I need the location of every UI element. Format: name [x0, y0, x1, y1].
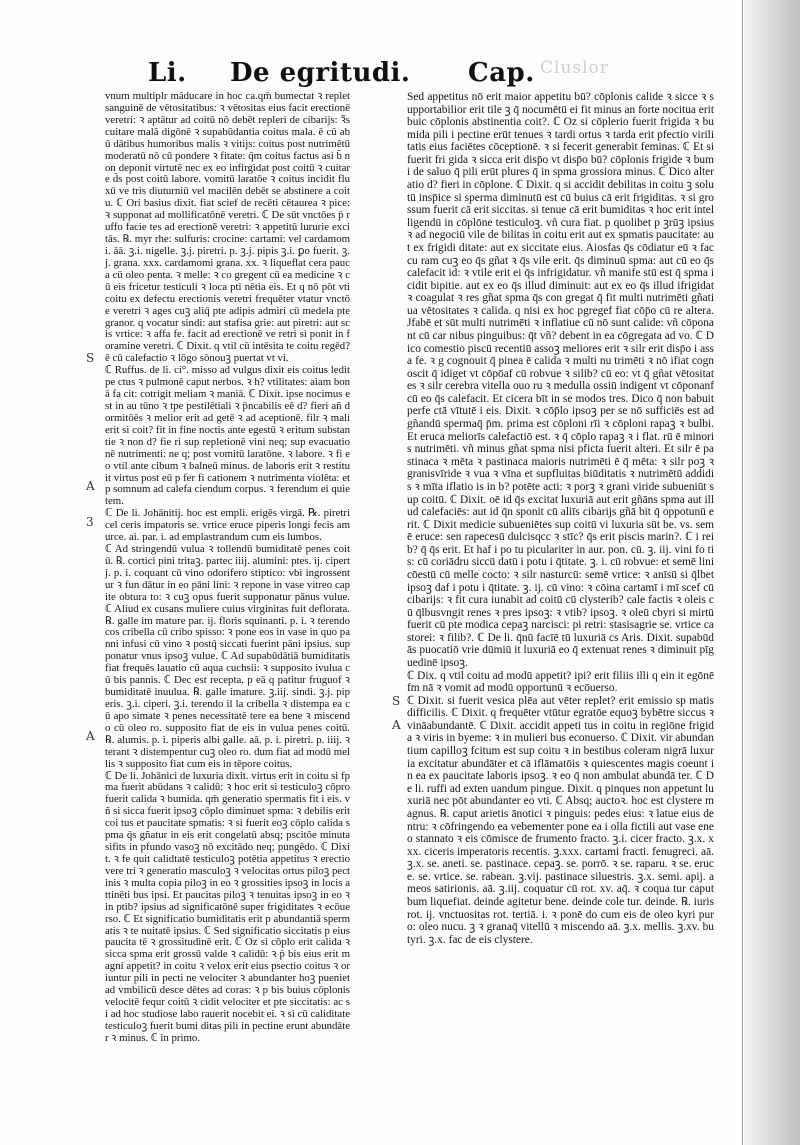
paragraph: ℂ Dix. q vtil coitu ad modū appetit? ipi? erit filiis illi q ein it egōnē fm nā ꝛ vomit ad modū opportunū ꝛ ecōuerso. [407, 669, 714, 695]
folio-number: Li. [148, 58, 187, 88]
paragraph: vnum multiplr māducare in hoc ca.qm̄ bumectat ꝛ replet sanguinē de vētositatibus: ꝛ vētositas eius facit erectionē veretri: ꝛ aptātur ad coitū nō debēt repleri de cibarijs: ꝛ̃s cuitare malā digōnē ꝛ supabūdantia coitus mala. ē cū abū dātibus humoribus malis ꝛ vitijs: coitus post nutrimētū moderatū nō cū pondere ꝛ fitate: q̄m coitus factus asi b̄ non deponit virtutē nec ex eo infirgidat post coitū ꝛ cuitare d̄s post coitū labore. vomitū laratōe ꝛ coitus incidit fluxū ve tris diuturniū vel macilēn debēt se abstinere a coitu. ℂ Ori basius dixit. fiat scief de recēti cētaurea ꝛ pice: ꝛ supponat ad mollificatōnē veretri. ℂ De sūt vnctōes p̄ ruffo facie tes ad erectionē veretri: ꝛ appetitū lururie excitās. ℞. myr rhe: sulfuris: crocine: cartami: vel cardamomi. āā. ꝫ.i. nigelle. ꝫ.j. piretri. p. ꝫ.j. pipis ꝫ.i. ꝑo fuerit. ꝫ.j. grana. xxx. cardamomi grana. xx. ꝛ liqueflat cera pauca cū oleo penta. ꝛ melle: ꝛ co gregent cū ea medicine ꝛ cū eis fricetur testiculi ꝛ loca pti nētia eis. Et q nō pōt vti coitu ex defectu erectionis veretri frequēter vtatur vnctōe veretri ꝛ ages cuꝫ aliq̄ pte adipis admiri cū medela pte granor. q vocatur sindi: aut stafisa grie: aut piretri: aut scis vrtice: ꝛ affa fe. facit ad erectionē ve retri si ponit in foramine veretri. ℂ Dixit. q vtil cū intēsita te coitu regēd?ē cū calefactio ꝛ lōgo sōnouꝫ puertat vt vi. [105, 90, 350, 365]
paragraph: ℂ De li. Johānici de luxuria dixit. virtus erit in coitu si fp ma fuerit abūdans ꝛ calidū: ꝛ hoc erit si testiculoꝫ cōpro fuerit calida ꝛ bumida. qm̄ generatio spermatis fit i eis. vñ si sicca fuerit ipsoꝫ cōplo diminuet spma: ꝛ debilis erit coi tus et paucitate spmatis: ꝛ si fuerit eoꝫ cōplo calida spma q̄s gñatur in eis erit congelatū absq; pscitōe minuta sifits in pfundo vasoꝫ nō excitādo neq; pungēdo. ℂ Dixit. ꝛ fe quit calidtatē testiculoꝫ potētia appetitus ꝛ erectio vere tri ꝛ generatio masculoꝫ ꝛ velocitas ortus piloꝫ pectinis ꝛ multa copia piloꝫ in eo ꝛ grossities ipsoꝫ in locis attinēti bus ipsi. Et paucitas piloꝫ ꝛ tenuitas ipsoꝫ in eo ꝛ in ptib? ipsius ad significatōnē super frigiditates ꝛ ecōuerso. ℂ Et significatio bumiditatis erit p abundantiā spermatis ꝛ te nuitatē ipsius. ℂ Sed significatio siccitatis p eius paucita tē ꝛ grossitudinē erit. ℂ Oz si cōplo erit calida ꝛ sicca spma erit grossū valde ꝛ calidū: ꝛ p̄ bis eius erit magni appetit? in coitu ꝛ velox erit eius psectio coitus ꝛ oriuntur pili in pecti ne velociter ꝛ abundanter hoꝫ pueniet ad vmbilicū desce dētes ad coras: ꝛ p bis buius cōplonis velocitē fequr coitū ꝛ cidit velociter et pte siccitatis: ac si ad hoc studiose labo rauerit nocebit ei. ꝛ si cū caliditate testiculoꝫ fuerit bumi ditas pili in pectine erunt abundāter ꝛ minus. ℂ in primo. [105, 769, 350, 1044]
page-edge [742, 0, 743, 1145]
paragraph: ℂ Dixit. si fuerit vesica plēa aut vēter replet? erit emissio sp matis difficilis. ℂ Dixit. q frequēter vtūtur egratōe equoꝫ bybētre siccus ꝛ vināabundantē. ℂ Dixit. accidit appeti tus in coitu in regiōne frigida ꝛ viris in byeme: ꝛ in mulieri bus econuerso. ℂ Dixit. vir abundantium capilloꝫ fcitum est sup coitu ꝛ in bestibus coleram nigrā luxuria excitatur abundāter et cā iflāmatōis ꝛ quiescentes magis coeunt in ea ex paucitate laboris ipsoꝫ. ꝛ eo q̄ non ambulat abundā ter. ℂ De li. ruffi ad exten uandum pingue. Dixit. q pinques non appetunt luxuriā nec pōt abundanter eo vti. ℂ Absq; auctoꝛ. hoc est clystere magnus. ℞. caput arietis ānotici ꝛ pinguis: pedes eius: ꝛ latue eius dentru: ꝛ cōfringendo ea vebementer pone ea i olla fictili aut vase eneo stannato ꝛ eis cōmisce de frumento fracto. ꝫ.i. cicer fracto. ꝫ.x. xxx. ciceris imperatoris recentis. ꝫ.xxx. cartami fracti. fenugreci. aā. ꝫ.x. se. aneti. se. pastinace. cepaꝫ. se. porrō. ꝛ se. raparu. ꝛ se. eruce. se. vrtice. se. rabean. ꝫ.vij. pastinace siluestris. ꝫ.x. semi. apij. ameos satirionis. aā. ꝫ.iij. coquatur cū rot. xv. aq̄. ꝛ coqua tur caput bum liquefiat. deinde agitetur bene. deinde cole tur. deinde. ℞. iuris rot. ij. vnctuositas rot. tertiā. i. ꝛ ponē do cum eis de oleo kyri puro: oleo nucu. ꝫ ꝛ granaq̄ vitellū ꝛ miscendo aā. ꝫ.x. mellis. ꝫ.xv. butyri. ꝫ.x. fac de eis clystere. [407, 694, 714, 946]
margin-mark: 3 [86, 515, 94, 529]
paragraph: ℂ Ruffus. de li. ci°. misso ad vulgus dixit eis coitus ledit pe ctus ꝛ pulmonē caput nerbos. ꝛ h? vtilitates: aiam bonā fa cit: cotrigit meliam ꝛ maniā. ℂ Dixit. ipse nocimus est in au tūno ꝛ tpe pestilētiali ꝛ p̄ncabilis eē d? fieri añ dormitōēs ꝛ melior erit ad getē ꝛ ad aceptionē. filr ꝛ mali erit si coit? fit in fine noctis ante egestū ꝛ eritum substantie ꝛ non d? fie ri sup repletionē vini neq; sup evacuationē nutrimenti: ne q; post vomitū laratōne. ꝛ labore. ꝛ fi eo vtil ante cibum ꝛ balneū minus. de laboris erit ꝛ restituit virtus post eū p fer fi cationem ꝛ nutrimenta violēta: et p somnum ad calefa ciendum corpus. ꝛ ferendum ei quietem. [105, 364, 351, 508]
right-text-column [407, 91, 714, 946]
paragraph: Sed appetitus nō erit maior appetitu bū? cōplonis calide ꝛ sicce ꝛ supportabilior erit tile ꝫ q̄ nocumētū ei fit minus an forte nocitua erit buic cōplonis abstinentia coit?. ℂ Oz si cōplerio fuerit frigida ꝛ bumida pili i pectine erūt tenues ꝛ tardi ortus ꝛ tarda erit pfectio virilitatis eius faciētes cōceptionē. ꝛ si fecerit generabit feminas. ℂ Et si fuerit fri gida ꝛ sicca erit disp̄o vt disp̄o bū? cōplonis frigide ꝛ bumi de saluo q̄ pili erūt plures q̄ in spma grossiora minus. ℂ Dico alteratio d? fieri in cōplone. ℂ Dixit. q si accidit debilitas in coitu ꝫ solutū insp̄ice si sperma diminutū est cū buius cā erit frigiditas. ꝛ si grossum fuerit cā erit siccitas. si tenue cā erit bumiditas ꝛ hoc erit intelligendū in cōplōne testiculoꝫ. vñ cura fiat. p quolibet p ꝫrūꝫ ipsius ꝛ ad negociū vile de bilitas in coitu erit aut ex spmatis paucitate: aut ex frigidi ditate: aut ex siccitate eius. Aiosfas q̄s cōdiatur eū ꝛ fac cu ram cuꝫ eo q̄s gñat ꝛ q̄s vile erit. q̄s diminuū spma: aut cū eo q̄s calefacit id: ꝛ vtile erit ei q̄s infrigidatur. vñ manife stū est q̄ spma icidit bipitie. aut ex eo q̄s illud diminuit: aut ex eo q̄s illud ifrigidat ꝛ coagulat ꝛ res gñat spma q̄s con gregat q̄ fit multi nutrimēti gñatiua vētositates ꝛ calida. q nisi ex hoc pgregef fiat cōp̄o cū re altera. Jfabē et sūt multi nutrimēti ꝛ inflatiue cū nō sunt calide: vñ cōponant cū car nibus pinguibus: q̄t vñ? debent in ea cōgregata ad vo. ℂ Dico comestio piscū recentiū assoꝫ meliores erit ꝛ silr erit disp̄o i assa fe. ꝛ g cognouit q̄ pinea ē calida ꝛ multi nu trimēti ꝛ nō ifiat cognoscit q̄ idiget vt cōpōaf cū robvue ꝛ silib? cū eo: vt q̄ gñat vētositates ꝛ silr cerebra vitella ouo ru ꝛ medulla ossiū indigent vt cōponanf cū eo q̄s calefacit. Et cicera bīt in se modos tres. Dico q̄ non babuit perfe ctā vītutē i eis. Dixit. ꝛ cōp̄lo ipsoꝫ per se nō sufficiēs est ad gñandū spermaq̄ p̄m. prima est cōploni rīi ꝛ cōploni rapaꝫ ꝛ bulbi. Et eruca meliorīs calefactiō est. ꝛ q̄ cōplo rapaꝫ ꝛ i flat. rū ē minoris nutrimēti. vñ minus gñat spma nisi pficta fuerit alteri. Et silr ē pastinaca ꝛ mēta ꝛ pastinaca maioris nutrimēti ē q̄ mēta: ꝛ silr poꝫ ꝛ granisvīride ꝛ vua ꝛ vīna et supfluitas biūditatis ꝛ nutrimētū addidis ꝛ mīta iflatio is in b? potēte acti: ꝛ porꝫ ꝛ grani viride subueniūt sup coitū. ℂ Dixit. oē id q̄s excitat luxuriā aut erit gñāns spma aut illud calefaciēs: aut id q̄n sponit cū aliīs cibarijs gñā bit q̄ oppotunū erit. ℂ Dixit medicie subueniētes sup coitū vi luxuria sūt be. vs. semē eruce: sen rapecesū dulcisqcc ꝛ stīc? q̄s erit piscis marin?. ℂ i reib? q̄ q̄s erit. Et haf i po tu piculariter in aur. pon. cū. ꝫ. iij. vini fo tis: cū coriādru siccū datū i potu i q̄titate. ꝫ. i. cū robvue: et semē lini cōestū cū melle cocto: ꝛ silr nasturcū: semē vrtice: ꝛ anīsū si q̄lbet ipsoꝫ daf i potu i q̄titate. ꝫ. ij. cū vino: ꝛ cōina cartamī i mī scef cū cibarijs: ꝛ fit cura iunabit ad coitū cū clysterib? cale factis ꝛ oleis cū q̄lbusvngit renes ꝛ pres ipsoꝫ: ꝛ vtib? ipsoꝫ. ꝛ oleū cbyri si mirtū fuerit cū pte modica cepaꝫ narcisci: pi retri: stasisagrie se. vrtice castorei: ꝛ filib?. ℂ De li. q̄nū facīē tū luxuriā cs Aris. Dixit. supabūdās puocatiō vrie dūmiū it luxuriā eo q̄ extenuat renes ꝛ diminuit pīguedinē ipsoꝫ. [407, 91, 714, 670]
paragraph: ℂ De li. Johānitij. hoc est empli. erigēs virgā. ℞. piretri cel ceris impatoris se. vrtice eruce piperis longi fecis amurce. ai. par. i. ad emplastrandum cum eis lumbos. [105, 507, 350, 544]
margin-mark: S [392, 694, 401, 708]
margin-mark: A [86, 729, 95, 743]
running-title: De egritudi. [230, 58, 411, 88]
left-text-column [105, 91, 350, 1045]
margin-mark: A [86, 479, 95, 493]
binding-shadow [744, 0, 800, 1145]
paragraph: ℂ Ad stringendū vulua ꝛ tollendū bumiditatē penes coitū. ℞. cortici pini tritaꝫ. partec iiij. alumini: ptes. ij. cipertj. p. i. coquant cū vino odorifero stiptico: vbi ingrossentur ꝛ fun dātur in eo pāni lini: ꝛ repone in vase vitreo capite obtura to: ꝛ cuꝫ opus fuerit supponatur pānus vulue. ℂ Aliud ex cusans muliere cuius virginitas fuit deflorata. ℞. galle im mature par. ij. floris squinanti. p. i. ꝛ terendo cos cribella cū cribo spisso: ꝛ pone eos in vase in quo panni infusi cū vino ꝛ postq̄ siccati fuerint pāni ipsius. supponatur vnus ipsoꝫ vulue. ℂ Ad supabūdātiā bumiditatis fiat frequēs lauatio cū aqua cuchsii: ꝛ supposito ivulua cū bis pannis. ℂ Dec est recepta. p eā q patitur fruguof ꝛ bumiditatē inuulua. ℞. galle imature. ꝫ.iij. sindi. ꝫ.j. piperis. ꝫ.i. ciperi. ꝫ.i. terendo il la cribella ꝛ distempa ea cū apo simate ꝛ penes necessitatē tere ea bene ꝛ miscendo cū oleo ro. supposito fiat de eis in vulua penes coitū. ℞. alumis. p. i. piperis albi galle. aā. p. i. piretri. p. iiij. ꝛ terant ꝛ distempentur cuꝫ oleo ro. dum fiat ad modū mellis ꝛ supposito fiat cum eis in tēpore coitus. [105, 543, 350, 770]
margin-mark: A [392, 718, 401, 732]
chapter-label: Cap. [468, 58, 535, 88]
margin-mark: S [86, 351, 95, 365]
bleed-through-text: Cluslor [540, 58, 609, 78]
